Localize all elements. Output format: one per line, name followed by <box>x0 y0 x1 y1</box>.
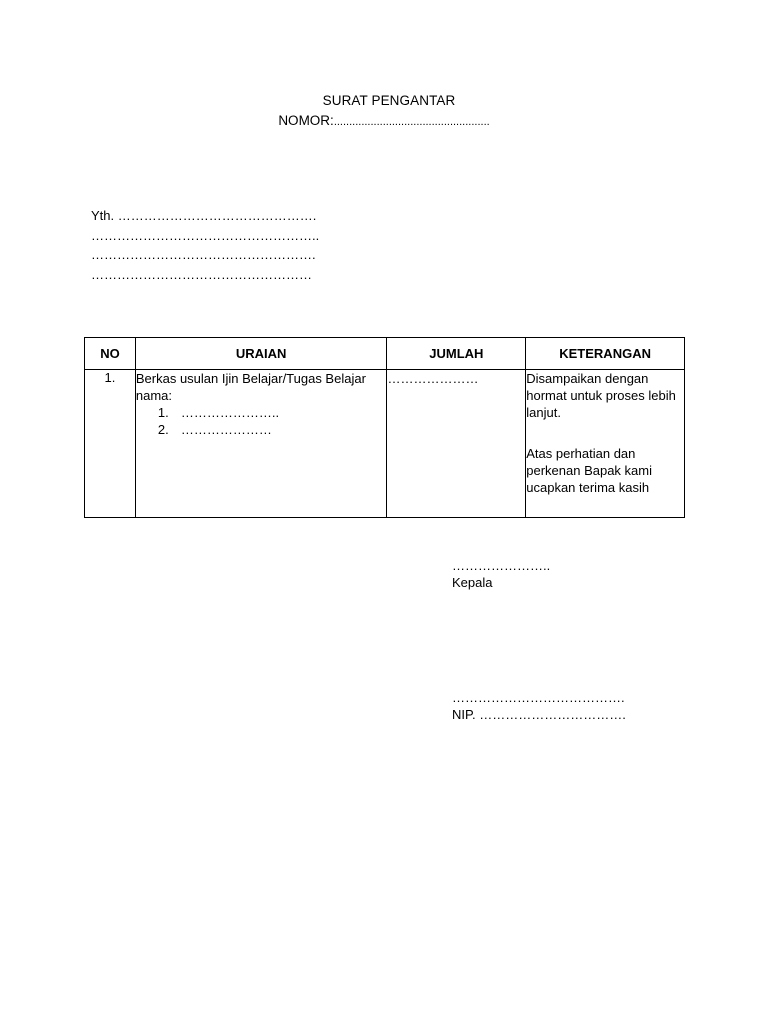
list-item <box>136 404 387 421</box>
keterangan-paragraph-2: Atas perhatian dan perkenan Bapak kami ucapkan terima kasih <box>526 446 652 495</box>
cell-uraian <box>135 370 387 518</box>
signature-place-dots: ………………….. <box>452 558 551 573</box>
table-row <box>85 370 685 518</box>
cell-keterangan <box>526 370 685 518</box>
list-number: 2. <box>157 422 169 437</box>
header-no: NO <box>85 338 136 370</box>
recipient-line: …………………………………………….. <box>91 227 320 243</box>
signature-footer <box>452 689 626 723</box>
keterangan-paragraph-1: Disampaikan dengan hormat untuk proses lebih lanjut. <box>526 371 676 420</box>
cell-jumlah: ………………… <box>387 370 526 518</box>
recipient-block <box>91 206 319 284</box>
recipient-line: ……………………………………………. <box>91 247 316 262</box>
recipient-line: Yth. ………………………………………. <box>91 208 317 223</box>
header-jumlah: JUMLAH <box>387 338 526 370</box>
list-text: ………………….. <box>180 405 280 420</box>
signature-nip: NIP. ……………………………. <box>452 707 626 722</box>
document-number <box>0 113 768 128</box>
content-table <box>84 337 685 518</box>
table-header-row <box>85 338 685 370</box>
document-title: SURAT PENGANTAR <box>322 93 456 108</box>
nomor-label: NOMOR: <box>278 113 334 128</box>
uraian-text: Berkas usulan Ijin Belajar/Tugas Belajar nama: <box>135 371 366 403</box>
header-uraian: URAIAN <box>135 338 387 370</box>
signature-name-dots: …………………………………. <box>452 690 625 705</box>
recipient-line: …………………………………………… <box>91 266 312 282</box>
signature-header <box>452 557 550 591</box>
nomor-dots: ................................................... <box>333 116 490 128</box>
list-item <box>136 421 387 438</box>
header-keterangan: KETERANGAN <box>526 338 685 370</box>
cell-no: 1. <box>85 370 136 518</box>
list-number: 1. <box>157 405 169 420</box>
list-text: ………………… <box>180 422 272 437</box>
signature-position: Kepala <box>452 575 493 590</box>
